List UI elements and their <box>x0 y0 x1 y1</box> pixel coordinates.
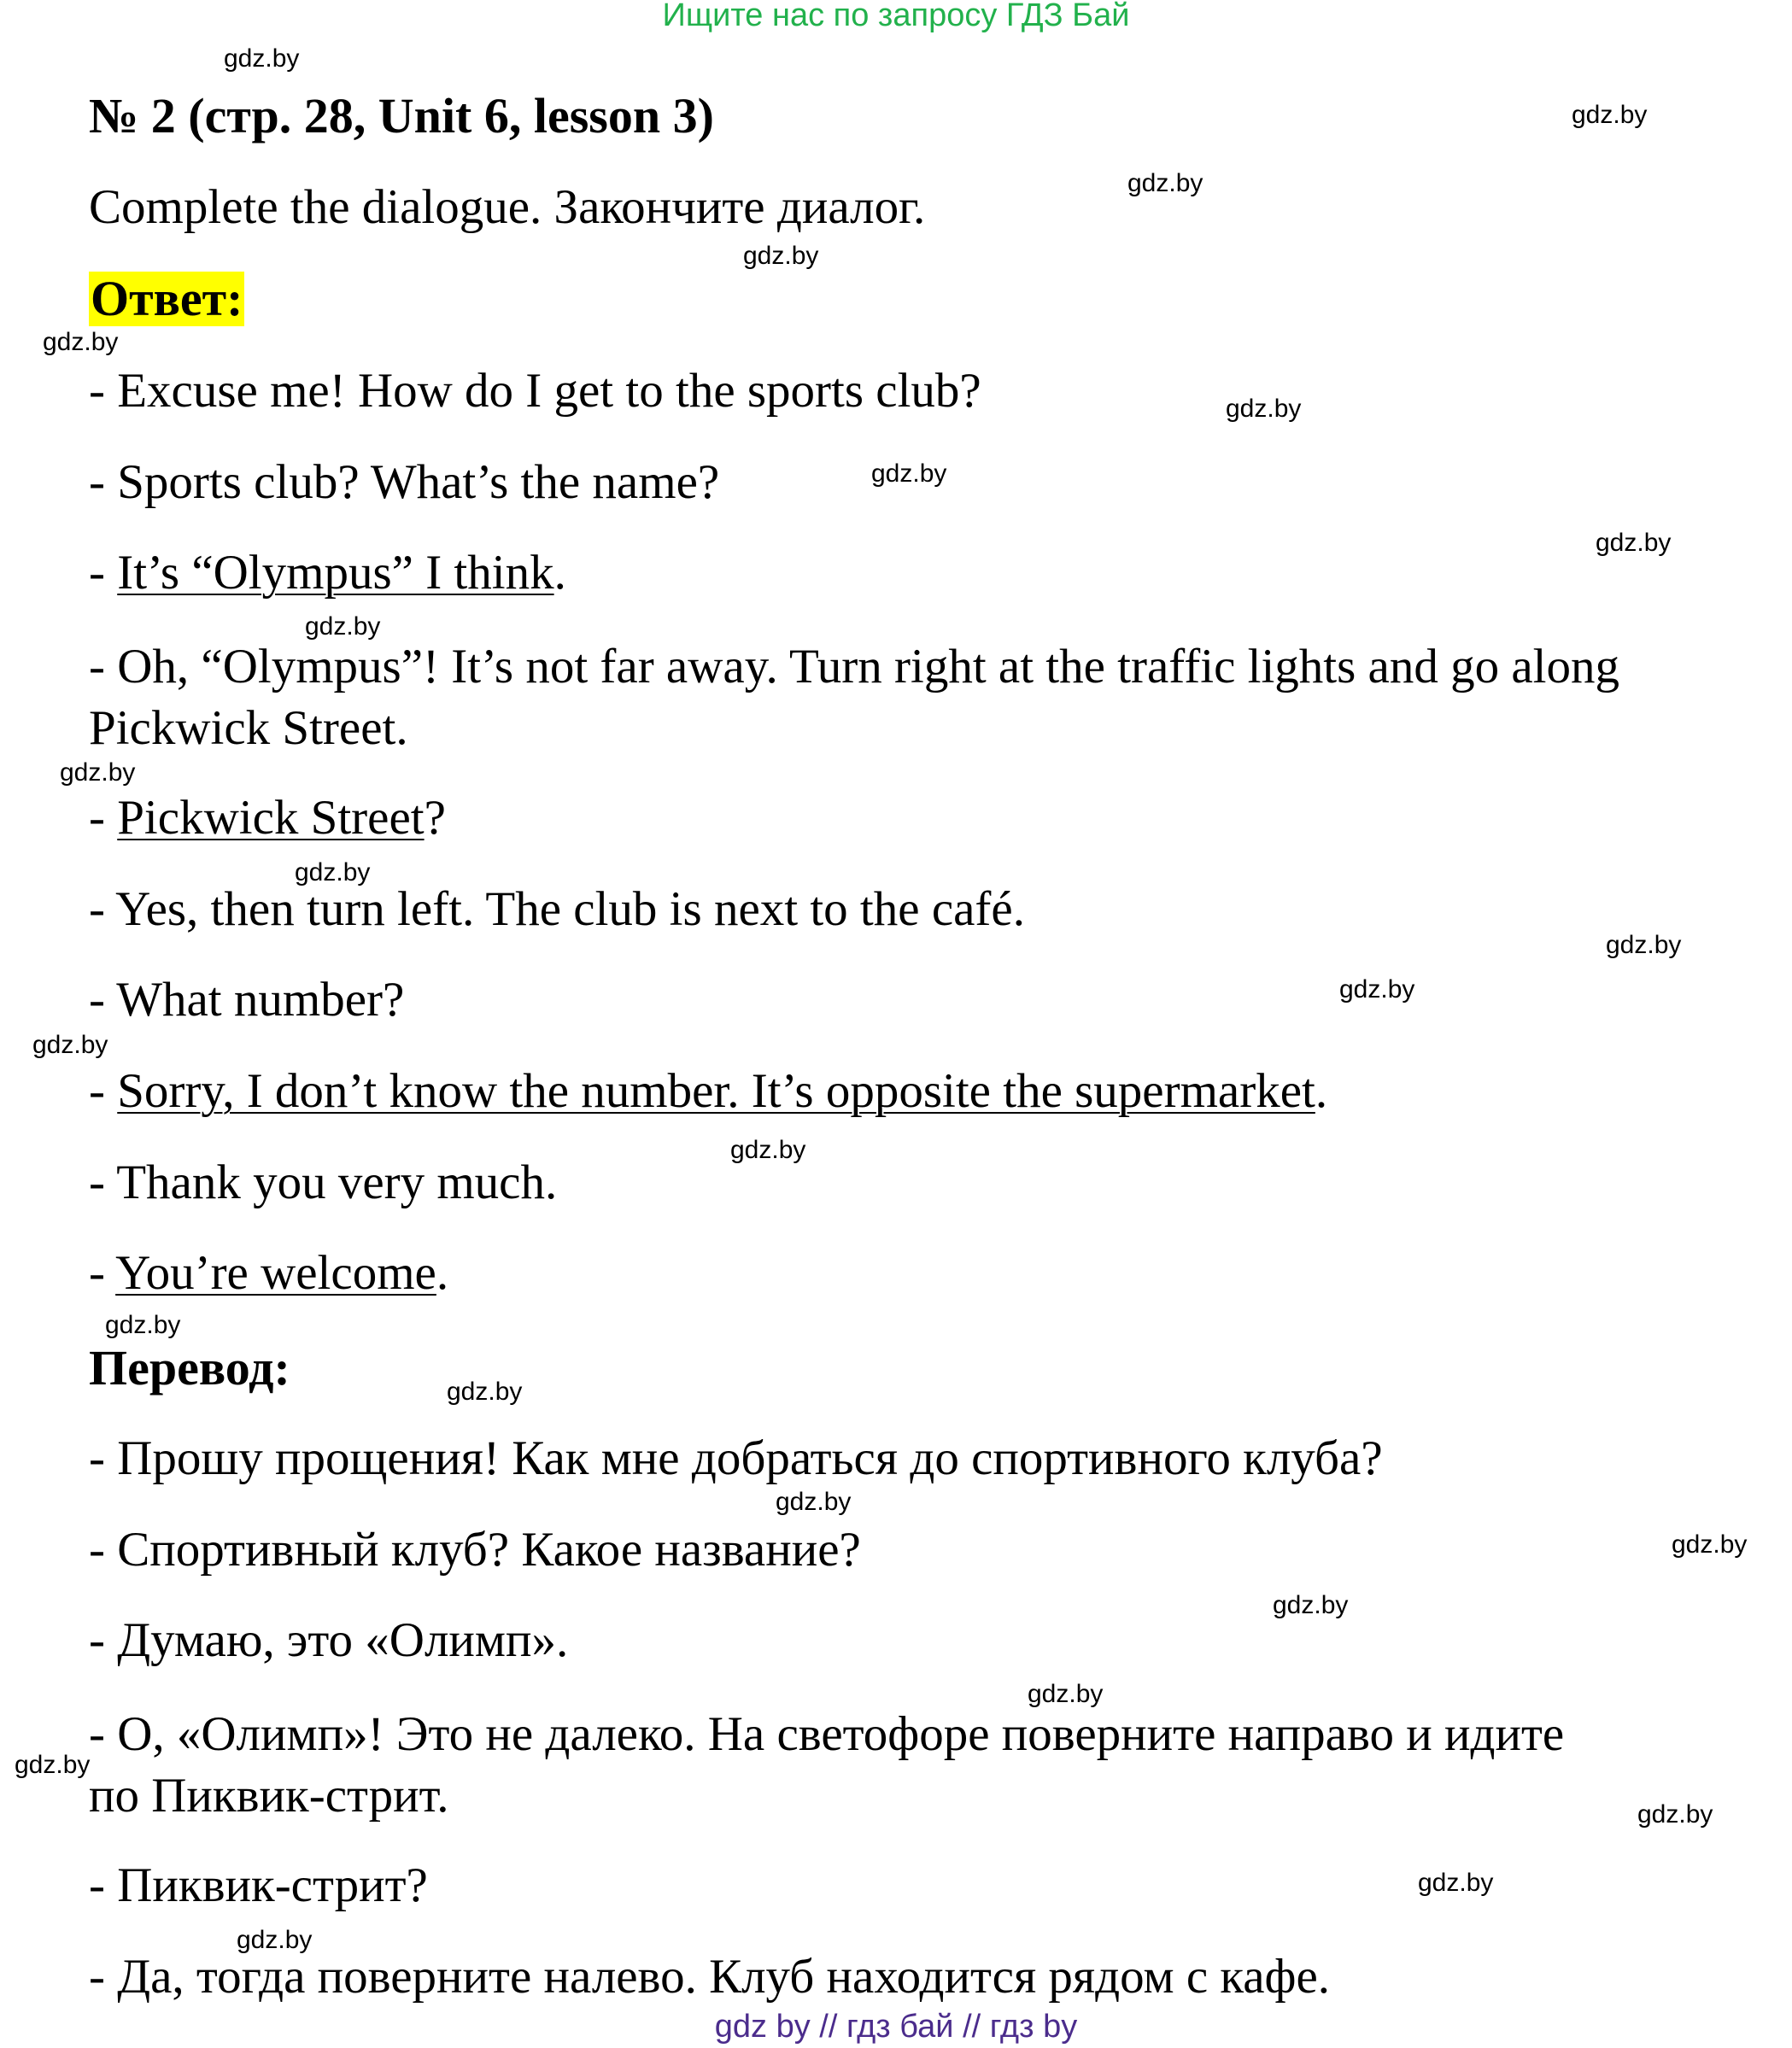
dialogue-line-6: - Yes, then turn left. The club is next to the café. <box>89 882 1025 936</box>
dialogue-line-5-prefix: - <box>89 791 118 845</box>
translation-label: Перевод: <box>89 1340 290 1396</box>
translation-line-4: - О, «Олимп»! Это не далеко. На светофоре поверните направо и идите по Пиквик-стрит. <box>89 1707 1565 1823</box>
translation-line-5: - Пиквик-стрит? <box>89 1858 428 1912</box>
watermark: gdz.by <box>1572 101 1648 129</box>
watermark: gdz.by <box>447 1378 523 1406</box>
dialogue-line-8-answer: Sorry, I don’t know the number. It’s opposite the supermarket <box>117 1064 1315 1118</box>
watermark: gdz.by <box>1596 529 1672 557</box>
watermark: gdz.by <box>1273 1591 1349 1619</box>
watermark: gdz.by <box>1637 1800 1713 1829</box>
dialogue-line-3 <box>89 545 566 600</box>
dialogue-line-1: - Excuse me! How do I get to the sports club? <box>89 364 981 418</box>
watermark: gdz.by <box>743 242 819 270</box>
translation-line-6: - Да, тогда поверните налево. Клуб находится рядом с кафе. <box>89 1950 1331 2004</box>
watermark: gdz.by <box>60 758 136 787</box>
watermark: gdz.by <box>237 1926 313 1954</box>
dialogue-line-3-suffix: . <box>553 546 566 600</box>
exercise-title: № 2 (стр. 28, Unit 6, lesson 3) <box>89 88 714 143</box>
translation-line-3: - Думаю, это «Олимп». <box>89 1613 569 1667</box>
watermark: gdz.by <box>295 858 371 886</box>
translation-line-1: - Прошу прощения! Как мне добраться до спортивного клуба? <box>89 1431 1383 1485</box>
dialogue-line-3-answer: It’s “Olympus” I think <box>117 546 554 600</box>
watermark: gdz.by <box>15 1751 91 1779</box>
watermark: gdz.by <box>1606 931 1682 959</box>
dialogue-line-8 <box>89 1063 1327 1119</box>
watermark: gdz.by <box>1127 169 1203 197</box>
dialogue-line-3-prefix: - <box>89 546 118 600</box>
watermark: gdz.by <box>730 1136 806 1164</box>
watermark: gdz.by <box>776 1488 852 1516</box>
dialogue-line-10 <box>89 1245 448 1301</box>
watermark: gdz.by <box>305 612 381 641</box>
watermark: gdz.by <box>43 328 119 356</box>
watermark: gdz.by <box>1418 1869 1494 1897</box>
watermark: gdz.by <box>224 44 300 73</box>
dialogue-line-8-suffix: . <box>1315 1064 1328 1118</box>
watermark: gdz.by <box>32 1031 108 1059</box>
dialogue-line-2: - Sports club? What’s the name? <box>89 455 720 509</box>
dialogue-line-7: - What number? <box>89 973 405 1027</box>
dialogue-line-4: - Oh, “Olympus”! It’s not far away. Turn right at the traffic lights and go along Pickwick Street. <box>89 640 1619 755</box>
dialogue-line-5 <box>89 790 446 846</box>
dialogue-line-5-answer: Pickwick Street <box>117 791 425 845</box>
dialogue-line-10-suffix: . <box>436 1246 449 1300</box>
watermark: gdz.by <box>1028 1680 1104 1708</box>
watermark: gdz.by <box>105 1311 181 1339</box>
dialogue-line-9: - Thank you very much. <box>89 1156 558 1209</box>
dialogue-line-10-prefix: - <box>89 1246 116 1300</box>
dialogue-line-10-answer: You’re welcome <box>115 1246 436 1300</box>
watermark: gdz.by <box>871 459 947 488</box>
answer-label: Ответ: <box>91 271 243 326</box>
dialogue-line-8-prefix: - <box>89 1064 118 1118</box>
footer-links: gdz by // гдз бай // гдз by <box>714 2009 1078 2045</box>
watermark: gdz.by <box>1339 975 1415 1004</box>
watermark: gdz.by <box>1226 395 1302 423</box>
top-banner: Ищите нас по запросу ГДЗ Бай <box>662 0 1130 33</box>
translation-line-2: - Спортивный клуб? Какое название? <box>89 1523 861 1577</box>
watermark: gdz.by <box>1672 1530 1748 1559</box>
dialogue-line-5-suffix: ? <box>424 791 446 845</box>
exercise-instruction: Complete the dialogue. Закончите диалог. <box>89 180 926 234</box>
